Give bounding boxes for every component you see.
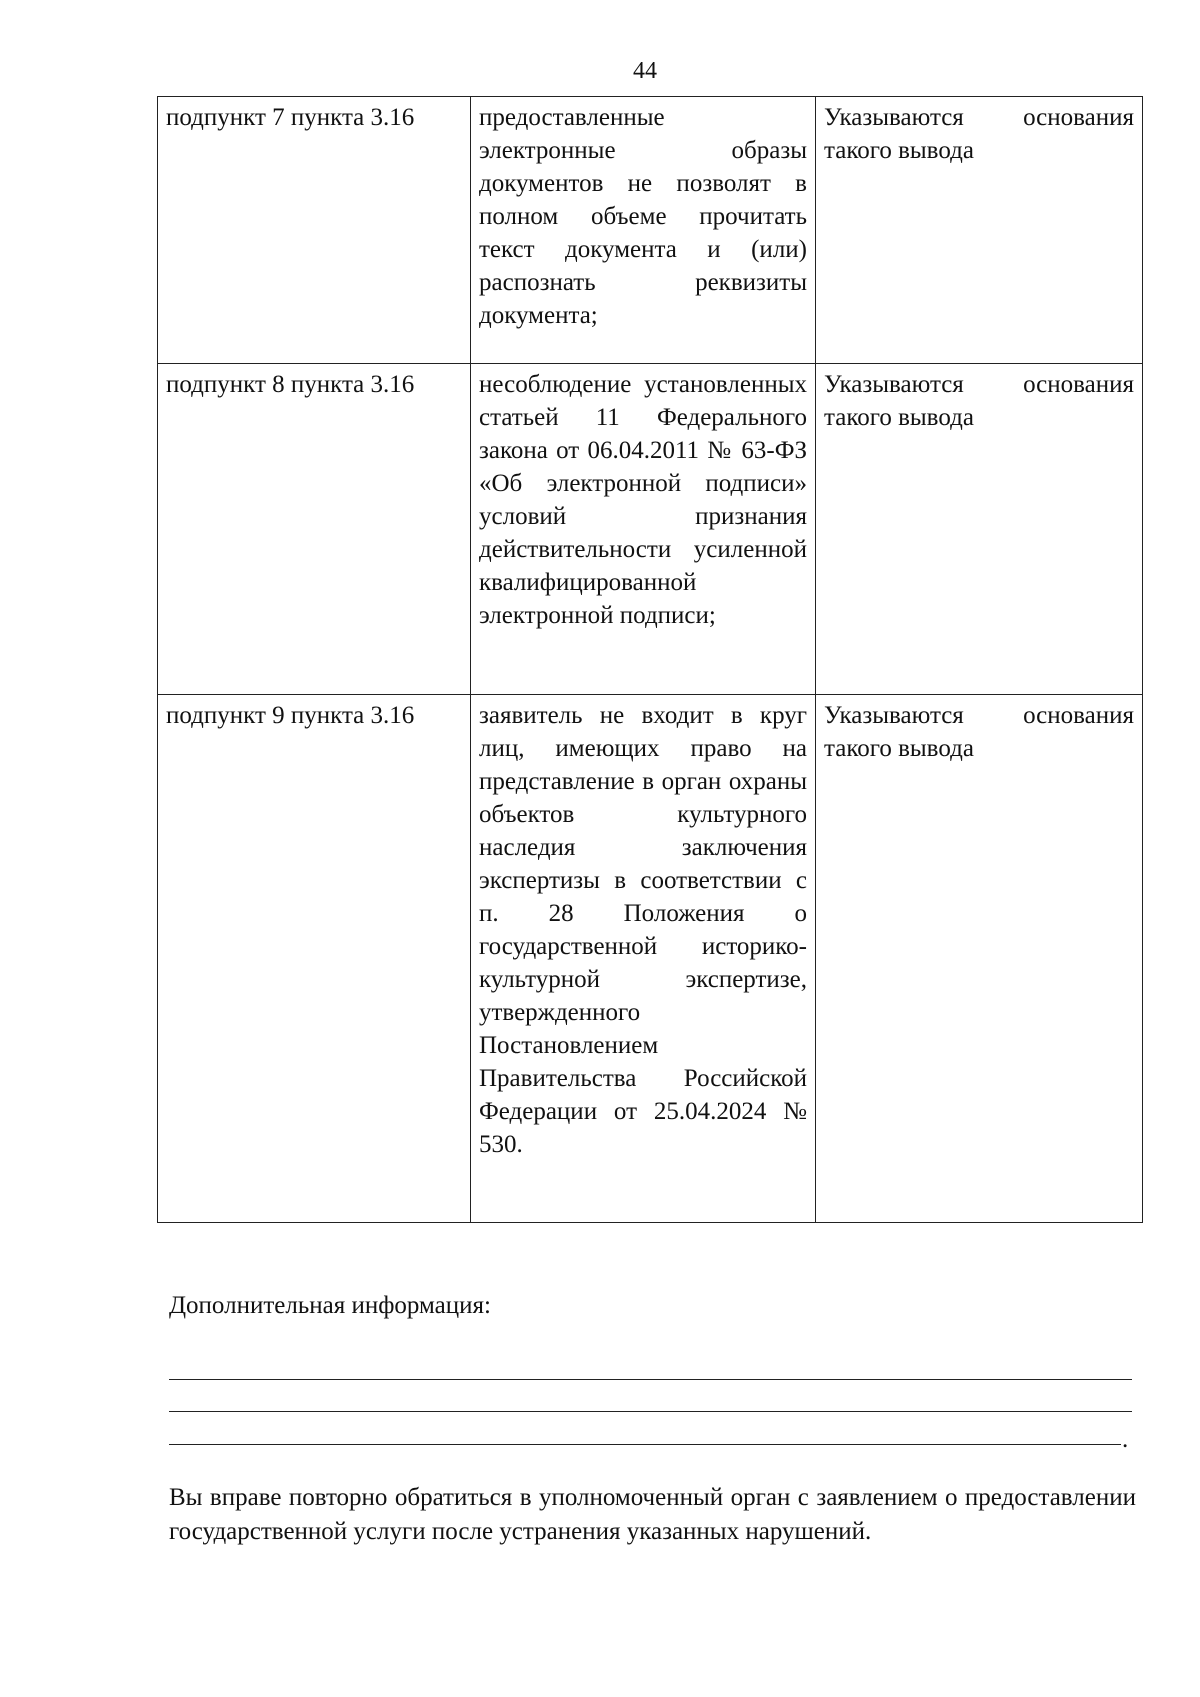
grounds-table (157, 96, 1143, 1223)
table-row (158, 695, 1143, 1223)
clause-reference-cell: подпункт 7 пункта 3.16 (158, 97, 471, 364)
explanation-cell: Указываются основания такого вывода (816, 364, 1143, 695)
page-number: 44 (633, 58, 657, 84)
refusal-reason-cell: предоставленные электронные образы документов не позволят в полном объеме прочитать текст документа и (или) распознать реквизиты документа; (471, 97, 816, 364)
fill-in-line-period: . (1122, 1426, 1129, 1453)
fill-in-line (169, 1444, 1121, 1445)
refusal-reason-cell: заявитель не входит в круг лиц, имеющих право на представление в орган охраны объектов культурного наследия заключения экспертизы в соответствии с п. 28 Положения о государственной историко- культурной экспертизе, утвержденного Постановлением Правительства Российской Федерации от 25.04.2024 № 530. (471, 695, 816, 1223)
reapply-notice: Вы вправе повторно обратиться в уполномоченный орган с заявлением о предоставлении государственной услуги после устранения указанных нарушений. (169, 1484, 1136, 1545)
additional-info-label: Дополнительная информация: (169, 1292, 491, 1319)
explanation-cell: Указываются основания такого вывода (816, 97, 1143, 364)
fill-in-line (169, 1411, 1132, 1412)
fill-in-line (169, 1379, 1132, 1380)
explanation-cell: Указываются основания такого вывода (816, 695, 1143, 1223)
refusal-reason-cell: несоблюдение установленных статьей 11 Федерального закона от 06.04.2011 № 63-ФЗ «Об электронной подписи» условий признания действительности усиленной квалифицированной электронной подписи; (471, 364, 816, 695)
table-row (158, 364, 1143, 695)
clause-reference-cell: подпункт 9 пункта 3.16 (158, 695, 471, 1223)
table-row (158, 97, 1143, 364)
clause-reference-cell: подпункт 8 пункта 3.16 (158, 364, 471, 695)
